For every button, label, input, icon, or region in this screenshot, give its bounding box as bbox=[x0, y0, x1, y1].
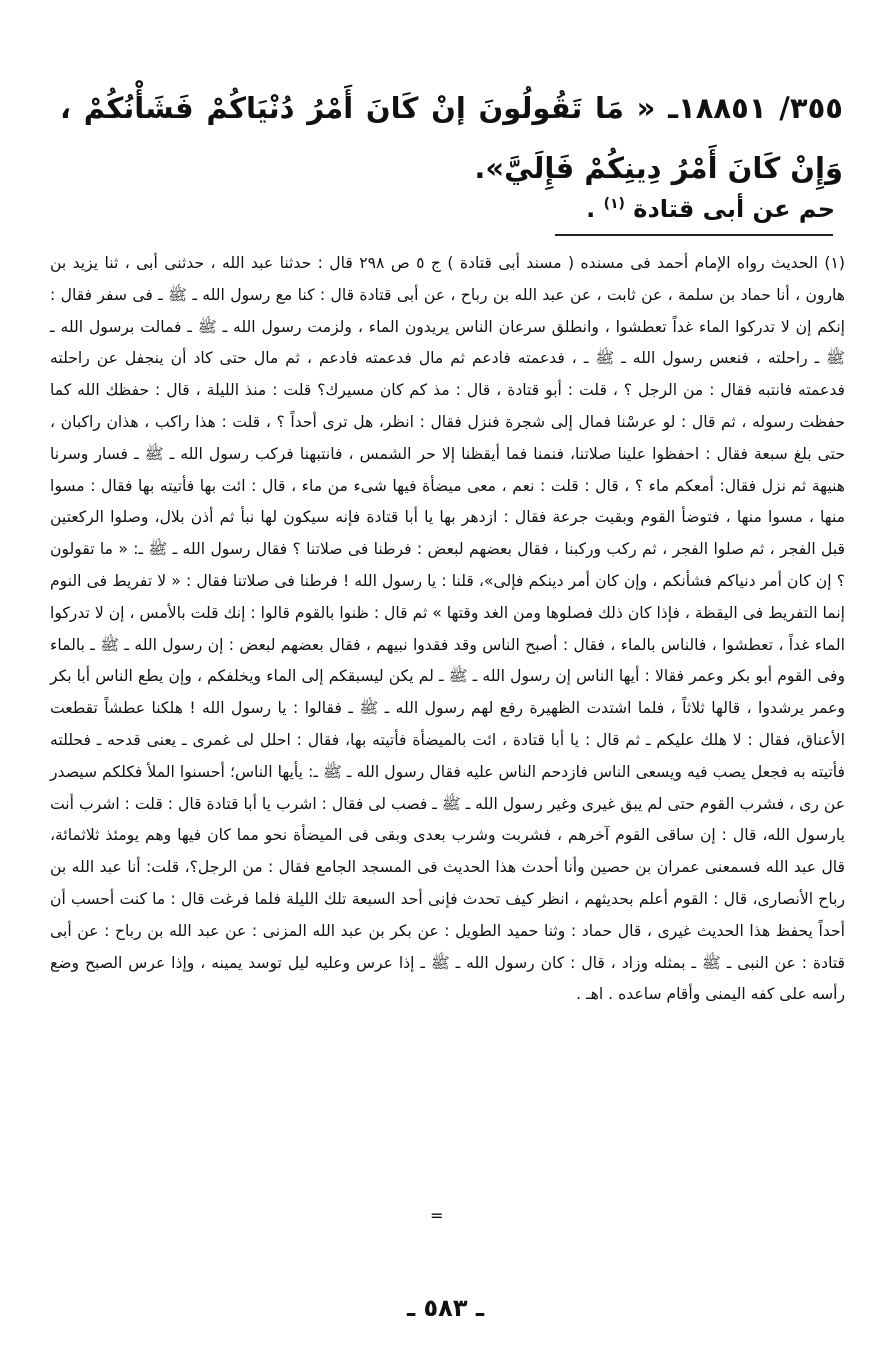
hadith-source bbox=[60, 184, 835, 229]
source-end: . bbox=[586, 195, 604, 223]
footnote-marker: (١) bbox=[603, 196, 625, 212]
footnote-text: (١) الحديث رواه الإمام أحمد فى مسنده ( مسند أبى قتادة ) ج ٥ ص ٢٩٨ قال : حدثنا عبد الله ، حدثنى أبى ، ثنا يزيد بن هارون ، أنا حماد بن سلمة ، عن ثابت ، عن عبد الله بن رباح ، عن أبى قتادة قال : كنا مع رسول الله ـ ﷺ ـ فى سفر فقال : إنكم إن لا تدركوا الماء غداً تعطشوا ، وانطلق سرعان الناس يريدون الماء ، ولزمت رسول الله ـ ﷺ ـ فمالت برسول الله ـ ﷺ ـ راحلته ، فنعس رسول الله ـ ﷺ ـ ، فدعمته فادعم ثم مال فدعمته فادعم ، ثم مال حتى كاد أن ينجفل عن راحلته فدعمته فانتبه فقال : من الرجل ؟ ، قلت : أبو قتادة ، قال : مذ كم كان مسيرك؟ قلت : منذ الليلة ، قال : حفظك الله كما حفظت رسوله ، ثم قال : لو عرسْنا فمال إلى شجرة فنزل فقال : انظر، هل ترى أحداً ؟ ، قلت : هذا راكب ، هذان راكبان ، حتى بلغ سبعة فقال : احفظوا علينا صلاتنا، فنمنا فما أيقظنا إلا حر الشمس ، فانتبهنا فركب رسول الله ـ ﷺ ـ فسار وسرنا هنيهة ثم نزل فقال: أمعكم ماء ؟ ، قال : قلت : نعم ، معى ميضأة فيها شىء من ماء ، قال : ائت بها فأتيته بها فقال : مسوا منها ، مسوا منها ، فتوضأ القوم وبقيت جرعة فقال : ازدهر بها يا أبا قتادة فإنه سيكون لها نبأ ثم أذن بلال، وصلوا الركعتين قبل الفجر ، ثم صلوا الفجر ، ثم ركب وركبنا ، فقال بعضهم لبعض : فرطنا فى صلاتنا ؟ فقال رسول الله ـ ﷺ ـ: « ما تقولون ؟ إن كان أمر دنياكم فشأنكم ، وإن كان أمر دينكم فإلى»، قلنا : يا رسول الله ! فرطنا فى صلاتنا فقال : « لا تفريط فى النوم إنما التفريط فى اليقظة ، فإذا كان ذلك فصلوها ومن الغد وقتها » ثم قال : ظنوا بالقوم قالوا : إنك قلت بالأمس ، إن لا تدركوا الماء غداً ، تعطشوا ، فالناس بالماء ، فقال : أصبح الناس وقد فقدوا نبيهم ، فقال بعضهم لبعض : إن رسول الله ـ ﷺ ـ بالماء وفى القوم أبو بكر وعمر فقالا : أيها الناس إن رسول الله ـ ﷺ ـ لم يكن ليسبقكم إلى الماء ويخلفكم ، وإن يطع الناس أبا بكر وعمر يرشدوا ، قالها ثلاثاً ، فلما اشتدت الظهيرة رفع لهم رسول الله ـ ﷺ ـ فقالوا : يا رسول الله ! هلكنا عطشاً تقطعت الأعناق، فقال : لا هلك عليكم ـ ثم قال : يا أبا قتادة ، ائت بالميضأة فأتيته بها، فقال : احلل لى غمرى ـ يعنى قدحه ـ فحللته فأتيته به فجعل يصب فيه ويسعى الناس فازدحم الناس عليه فقال رسول الله ـ ﷺ ـ: يأيها الناس؛ أحسنوا الملأ فكلكم سيصدر عن رى ، فشرب القوم حتى لم يبق غيرى وغير رسول الله ـ ﷺ ـ فصب لى فقال : اشرب يا أبا قتادة قال : قلت : اشرب أنت يارسول الله، قال : إن ساقى القوم آخرهم ، فشربت وشرب بعدى وبقى فى الميضأة نحو مما كان فيها وهم يومئذ ثلاثمائة، قال عبد الله فسمعنى عمران بن حصين وأنا أحدث هذا الحديث فى المسجد الجامع فقال : من الرجل؟، قلت: أنا عبد الله بن رباح الأنصارى، قال : القوم أعلم بحديثهم ، انظر كيف تحدث فإنى أحد السبعة تلك الليلة فلما فرغت قال : ما كنت أحسب أن أحداً يحفظ هذا الحديث غيرى ، قال حماد : وثنا حميد الطويل : عن بكر بن عبد الله المزنى : عن عبد الله بن رباح : عن أبى قتادة : عن النبى ـ ﷺ ـ بمثله وزاد ، قال : كان رسول الله ـ ﷺ ـ إذا عرس وعليه ليل توسد يمينه ، وإذا عرس الصبح وضع رأسه على كفه اليمنى وأقام ساعده . اهـ . bbox=[50, 254, 845, 1004]
continuation-mark: = bbox=[430, 1206, 444, 1225]
hadith-text: ٣٥٥/ ١٨٨٥١ـ « مَا تَقُولُونَ إنْ كَانَ أَمْرُ دُنْيَاكُمْ فَشَأْنُكُمْ ، وَإِنْ كَانَ أَمْرُ دِينِكُمْ فَإِلَيَّ». bbox=[60, 91, 843, 185]
page-number: ـ ٥٨٣ ـ bbox=[406, 1294, 485, 1322]
footnote-separator bbox=[555, 234, 833, 236]
source-text: حم عن أبى قتادة bbox=[633, 195, 835, 223]
